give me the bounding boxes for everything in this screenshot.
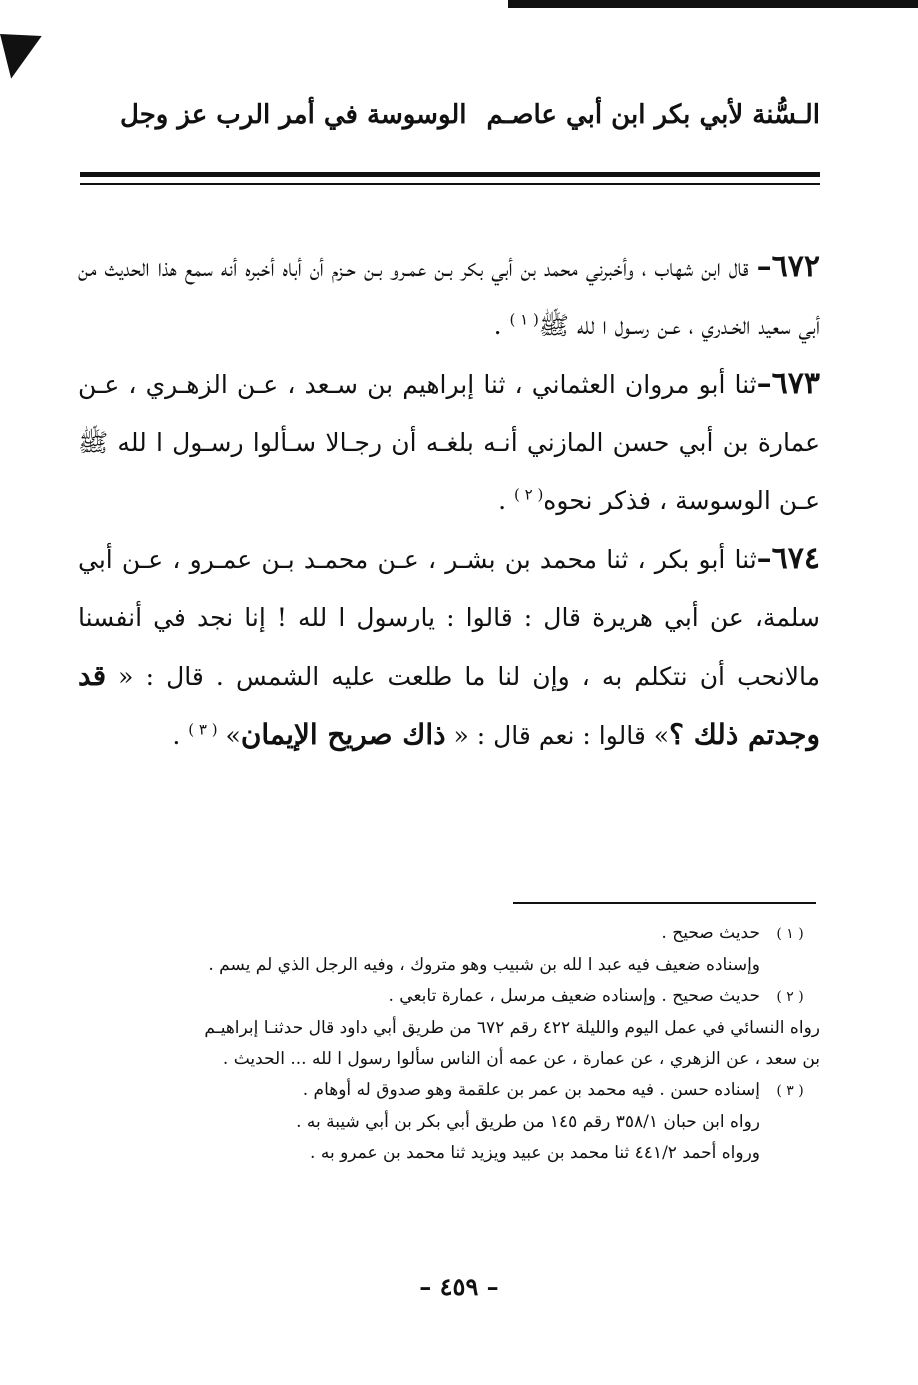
footnotes	[78, 918, 820, 1169]
hadith-number: ٦٧٢–	[756, 249, 820, 284]
footnote-ref: ( ١ )	[509, 310, 539, 329]
hadith-end: .	[498, 486, 514, 515]
running-header	[120, 100, 820, 144]
footnote-line	[78, 950, 820, 981]
footnote-line	[78, 1138, 820, 1169]
footnote-marker: ( ٣ )	[776, 1083, 804, 1099]
hadith-text: ثنا أبو بكر ، ثنا محمد بن بشـر ، عـن محمـد بـن عمـرو ، عـن أبي سلمة، عن أبي هريرة قال : قالوا : يارسول ا لله ! إنا نجد في أنفسنا مالانحب أن نتكلم به ، وإن لنا ما طلعت عليه الشمس . قال : «	[78, 545, 820, 691]
hadith-entry-673	[78, 355, 820, 530]
hadith-number: ٦٧٣–	[756, 366, 820, 401]
footnote-text: ورواه أحمد ٤٤١/٢ ثنا محمد بن عبيد ويزيد ثنا محمد بن عمرو به .	[310, 1143, 760, 1163]
hadith-body	[78, 238, 820, 765]
scan-edge-top	[508, 0, 918, 8]
footnote-marker: ( ١ )	[776, 926, 804, 942]
footnote-text: رواه النسائي في عمل اليوم والليلة ٤٢٢ رقم ٦٧٢ من طريق أبي داود قال حدثنـا إبراهيـم	[204, 1018, 820, 1038]
hadith-text: »	[217, 721, 241, 750]
footnote-line	[78, 918, 820, 950]
footnote-text: بن سعد ، عن الزهري ، عن عمارة ، عن عمه أن الناس سألوا رسول ا لله ... الحديث .	[222, 1049, 820, 1069]
hadith-end: .	[493, 311, 510, 340]
page-number: – ٤٥٩ –	[419, 1272, 499, 1301]
footnote-text: حديث صحيح . وإسناده ضعيف مرسل ، عمارة تابعي .	[388, 986, 760, 1006]
hadith-entry-672	[78, 238, 820, 355]
footnote-text: رواه ابن حبان ٣٥٨/١ رقم ١٤٥ من طريق أبي بكر بن أبي شيبة به .	[296, 1112, 760, 1132]
footnote-ref: ( ٢ )	[513, 485, 544, 504]
footnote-line	[78, 1107, 820, 1138]
footnote-marker: ( ٢ )	[776, 989, 804, 1005]
footnote-line	[78, 1075, 820, 1107]
book-title: الـسُّنة لأبي بكر ابن أبي عاصـم	[486, 100, 820, 130]
hadith-number: ٦٧٤–	[756, 541, 820, 576]
header-rule-thin	[80, 183, 820, 185]
hadith-text: قال ابن شهاب ، وأخبرني محمد بن أبي بكر بـن عمـرو بـن حـزم أن أباه أخبره أنه سمع هذا الحديث من أبي سعيد الخـدري ، عـن رسـول ا لله ﷺ	[78, 253, 820, 340]
footnote-text: وإسناده ضعيف فيه عبد ا لله بن شبيب وهو متروك ، وفيه الرجل الذي لم يسم .	[208, 955, 760, 975]
footnote-text: حديث صحيح .	[661, 923, 760, 943]
prophet-quote: قد وجدتم ذلك ؟	[78, 659, 820, 751]
footnote-line	[78, 981, 820, 1013]
chapter-title: الوسوسة في أمر الرب عز وجل	[120, 100, 467, 130]
footnote-line	[78, 1044, 820, 1075]
hadith-end: .	[172, 721, 189, 750]
hadith-entry-674	[78, 530, 820, 765]
hadith-text: ثنا أبو مروان العثماني ، ثنا إبراهيم بن سـعد ، عـن الزهـري ، عـن عمارة بن أبي حسن المازني أنـه بلغـه أن رجـالا سـألوا رسـول ا لله ﷺ عـن الوسوسة ، فذكر نحوه	[78, 370, 820, 515]
prophet-quote: ذاك صريح الإيمان	[240, 718, 446, 751]
header-rule-thick	[80, 172, 820, 177]
hadith-text: » قالوا : نعم قال : «	[445, 721, 670, 750]
footnote-text: إسناده حسن . فيه محمد بن عمر بن علقمة وهو صدوق له أوهام .	[302, 1080, 760, 1100]
footnote-separator	[513, 902, 816, 904]
scan-edge-corner	[0, 24, 50, 78]
footnote-ref: ( ٣ )	[188, 720, 218, 739]
footnote-line	[78, 1013, 820, 1044]
